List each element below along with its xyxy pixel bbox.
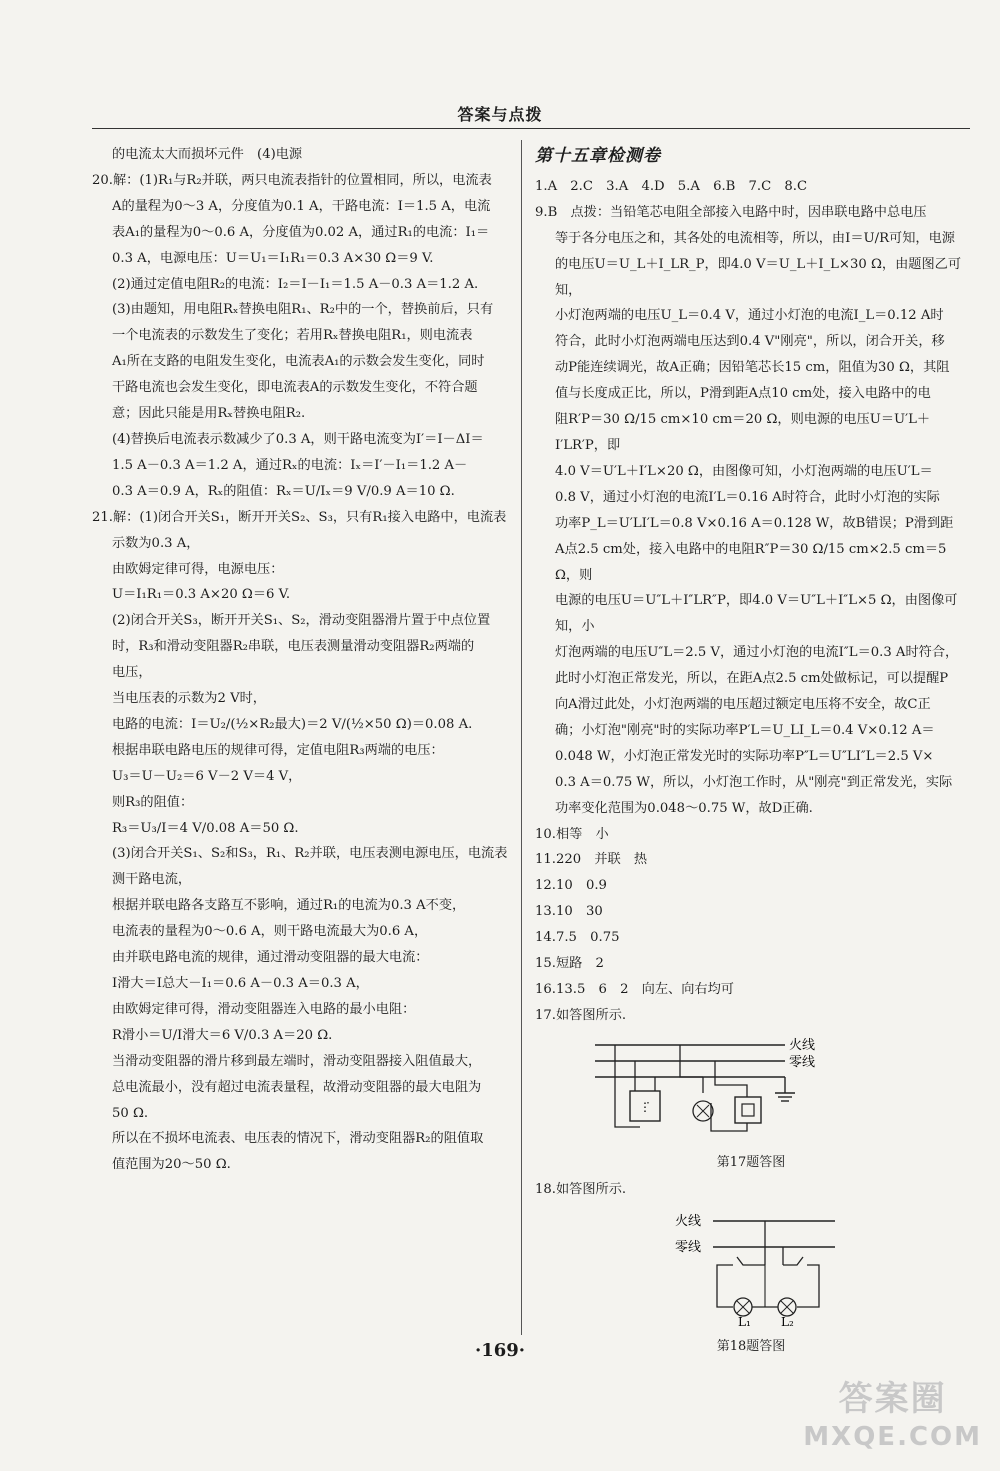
text-line: 0.3 A＝0.75 W，所以，小灯泡工作时，从"刚亮"到正常发光，实际 xyxy=(555,774,953,790)
text-line: 测干路电流， xyxy=(112,872,192,888)
live-wire-label-18: 火线 xyxy=(675,1213,702,1229)
right-column xyxy=(535,142,967,1361)
text-line: 等于各分电压之和，其各处的电流相等，所以，由I＝U/R可知，电源 xyxy=(555,230,955,246)
text-line: 电流表的量程为0～0.6 A，则干路电流最大为0.6 A， xyxy=(112,924,428,940)
text-line: 此时小灯泡正常发光，所以，在距A点2.5 cm处做标记，可以提醒P xyxy=(555,671,949,687)
text-line: 的电压U＝U_L＋I_LR_P，即4.0 V＝U_L＋I_L×30 Ω，由题图乙可知， xyxy=(555,256,962,298)
figure-17 xyxy=(535,1033,967,1173)
text-line: (4)替换后电流表示数减少了0.3 A，则干路电流变为I′＝I－ΔI＝ xyxy=(112,431,484,447)
text-line: 由并联电路电流的规律，通过滑动变阻器的最大电流： xyxy=(112,950,429,966)
text-line: 4.0 V＝U′L＋I′L×20 Ω，由图像可知，小灯泡两端的电压U′L＝ xyxy=(555,463,933,479)
text-line: 所以在不损坏电流表、电压表的情况下，滑动变阻器R₂的阻值取 xyxy=(112,1131,484,1147)
text-line: R₃＝U₃/I＝4 V/0.08 A＝50 Ω. xyxy=(112,820,299,836)
socket-icon: ⋮̇ xyxy=(639,1099,651,1114)
text-line: A₁所在支路的电阻发生变化，电流表A₁的示数会发生变化，同时 xyxy=(112,354,485,370)
watermark xyxy=(803,1380,982,1456)
text-line: 电路的电流：I＝U₂/(½×R₂最大)＝2 V/(½×50 Ω)＝0.08 A. xyxy=(112,716,473,732)
figure-18-caption: 第18题答图 xyxy=(716,1338,786,1354)
right-lines xyxy=(535,174,967,1029)
live-wire-label-17: 火线 xyxy=(789,1037,816,1053)
text-line: 50 Ω. xyxy=(112,1105,149,1121)
text-line: 向A滑过此处，小灯泡两端的电压超过额定电压将不安全，故C正 xyxy=(555,697,931,713)
circuit-17-diagram xyxy=(535,1033,835,1143)
text-line: 10.相等 小 xyxy=(535,826,609,842)
text-line: 示数为0.3 A， xyxy=(112,535,200,551)
text-line: 电源的电压U＝U″L＋I″LR″P，即4.0 V＝U″L＋I″L×5 Ω，由图像可知，小 xyxy=(555,593,958,635)
neutral-wire-label-17: 零线 xyxy=(789,1054,816,1070)
text-line: U₃＝U－U₂＝6 V－2 V＝4 V， xyxy=(112,768,302,784)
q18-text: 18.如答图所示. xyxy=(535,1181,627,1197)
text-line: 根据并联电路各支路互不影响，通过R₁的电流为0.3 A不变， xyxy=(112,898,466,914)
lamp-l1-label: L₁ xyxy=(738,1314,751,1327)
text-line: 17.如答图所示. xyxy=(535,1007,627,1023)
text-line: (3)由题知，用电阻Rₓ替换电阻R₁、R₂中的一个，替换前后，只有 xyxy=(112,302,494,318)
text-line: 电压， xyxy=(112,665,152,681)
circuit-18-diagram xyxy=(535,1207,835,1327)
neutral-wire-label-18: 零线 xyxy=(675,1239,702,1255)
text-line: 总电流最小，没有超过电流表量程，故滑动变阻器的最大电阻为 xyxy=(112,1079,482,1095)
text-line: A的量程为0～3 A，分度值为0.1 A，干路电流：I＝1.5 A，电流 xyxy=(112,198,491,214)
text-line: 由欧姆定律可得，电源电压： xyxy=(112,561,284,577)
text-line: A点2.5 cm处，接入电路中的电阻R″P＝30 Ω/15 cm×2.5 cm＝5 Ω，则 xyxy=(555,541,951,583)
text-line: 小灯泡两端的电压U_L＝0.4 V，通过小灯泡的电流I_L＝0.12 A时 xyxy=(555,308,944,324)
text-line: 符合，此时小灯泡两端电压达到0.4 V"刚亮"，所以，闭合开关，移 xyxy=(555,334,945,350)
text-line: 16.13.5 6 2 向左、向右均可 xyxy=(535,982,734,997)
text-line: 意；因此只能是用Rₓ替换电阻R₂. xyxy=(112,406,306,422)
column-divider xyxy=(521,140,522,1335)
switch-box-symbol xyxy=(735,1097,761,1123)
text-line: 0.3 A＝0.9 A，Rₓ的阻值：Rₓ＝U/Iₓ＝9 V/0.9 A＝10 Ω. xyxy=(112,483,455,499)
text-line: 灯泡两端的电压U″L＝2.5 V，通过小灯泡的电流I″L＝0.3 A时符合， xyxy=(555,645,959,661)
text-line: 由欧姆定律可得，滑动变阻器连入电路的最小电阻： xyxy=(112,1001,416,1017)
text-line: (3)闭合开关S₁、S₂和S₃，R₁、R₂并联，电压表测电源电压，电流表 xyxy=(112,846,508,862)
text-line: 0.048 W，小灯泡正常发光时的实际功率P″L＝U″LI″L＝2.5 V× xyxy=(555,748,934,764)
text-line: 21.解：(1)闭合开关S₁，断开开关S₂、S₃，只有R₁接入电路中，电流表 xyxy=(92,509,507,525)
text-line: 11.220 并联 热 xyxy=(535,852,648,868)
text-line: 14.7.5 0.75 xyxy=(535,930,620,946)
watermark-brand: 答案圈 xyxy=(838,1379,947,1419)
text-line: 20.解：(1)R₁与R₂并联，两只电流表指针的位置相同，所以，电流表 xyxy=(92,172,492,188)
text-line: 12.10 0.9 xyxy=(535,878,607,894)
text-line: 的电流太大而损坏元件 (4)电源 xyxy=(112,147,303,162)
text-line: 0.3 A，电源电压：U＝U₁＝I₁R₁＝0.3 A×30 Ω＝9 V. xyxy=(112,250,434,266)
figure-17-caption: 第17题答图 xyxy=(716,1154,786,1170)
lamp-l2-label: L₂ xyxy=(781,1314,794,1327)
header-rule xyxy=(92,128,970,129)
text-line: 13.10 30 xyxy=(535,904,603,920)
chapter-title: 第十五章检测卷 xyxy=(535,146,661,166)
text-line: 确；小灯泡"刚亮"时的实际功率P′L＝U_LI_L＝0.4 V×0.12 A＝ xyxy=(555,722,935,738)
text-line: 0.8 V，通过小灯泡的电流I′L＝0.16 A时符合，此时小灯泡的实际 xyxy=(555,489,940,505)
text-line: 值范围为20～50 Ω. xyxy=(112,1157,231,1173)
text-line: 9.B 点拨：当铅笔芯电阻全部接入电路中时，因串联电路中总电压 xyxy=(535,204,927,220)
text-line: R滑小＝U/I滑大＝6 V/0.3 A＝20 Ω. xyxy=(112,1027,333,1043)
text-line: 阻R′P＝30 Ω/15 cm×10 cm＝20 Ω，则电源的电压U＝U′L＋I′LR′P，即 xyxy=(555,412,931,453)
text-line: I滑大＝I总大－I₁＝0.6 A－0.3 A＝0.3 A， xyxy=(112,976,369,991)
running-header: 答案与点拨 xyxy=(457,105,543,124)
text-line: 则R₃的阻值： xyxy=(112,794,194,810)
text-line: 功率P_L＝U′LI′L＝0.8 V×0.16 A＝0.128 W，故B错误；P滑到距 xyxy=(555,515,954,531)
text-line: (2)通过定值电阻R₂的电流：I₂＝I－I₁＝1.5 A－0.3 A＝1.2 A. xyxy=(112,276,479,292)
text-line: 表A₁的量程为0～0.6 A，分度值为0.02 A，通过R₁的电流：I₁＝ xyxy=(112,224,490,240)
text-line: 动P能连续调光，故A正确；因铅笔芯长15 cm，阻值为30 Ω，其阻 xyxy=(555,360,950,376)
text-line: U＝I₁R₁＝0.3 A×20 Ω＝6 V. xyxy=(112,587,291,603)
text-line: 当滑动变阻器的滑片移到最左端时，滑动变阻器接入阻值最大， xyxy=(112,1053,482,1069)
text-line: 一个电流表的示数发生了变化；若用Rₓ替换电阻R₁，则电流表 xyxy=(112,328,473,344)
text-line: 根据串联电路电压的规律可得，定值电阻R₃两端的电压： xyxy=(112,742,444,758)
text-line: (2)闭合开关S₃，断开开关S₁、S₂，滑动变阻器滑片置于中点位置 xyxy=(112,613,491,629)
watermark-url: MXQE.COM xyxy=(803,1422,982,1452)
page-number: ·169· xyxy=(474,1340,526,1361)
left-column xyxy=(92,142,514,1178)
text-line: 功率变化范围为0.048～0.75 W，故D正确. xyxy=(555,800,813,816)
text-line: 15.短路 2 xyxy=(535,956,604,972)
text-line: 1.A 2.C 3.A 4.D 5.A 6.B 7.C 8.C xyxy=(535,178,808,194)
text-line: 干路电流也会发生变化，即电流表A的示数发生变化，不符合题 xyxy=(112,380,478,396)
text-line: 当电压表的示数为2 V时， xyxy=(112,691,266,707)
text-line: 1.5 A－0.3 A＝1.2 A，通过Rₓ的电流：Iₓ＝I′－I₁＝1.2 A－ xyxy=(112,457,468,473)
text-line: 时，R₃和滑动变阻器R₂串联，电压表测量滑动变阻器R₂两端的 xyxy=(112,639,475,655)
text-line: 值与长度成正比，所以，P滑到距A点10 cm处，接入电路中的电 xyxy=(555,386,931,402)
figure-18 xyxy=(535,1207,967,1357)
